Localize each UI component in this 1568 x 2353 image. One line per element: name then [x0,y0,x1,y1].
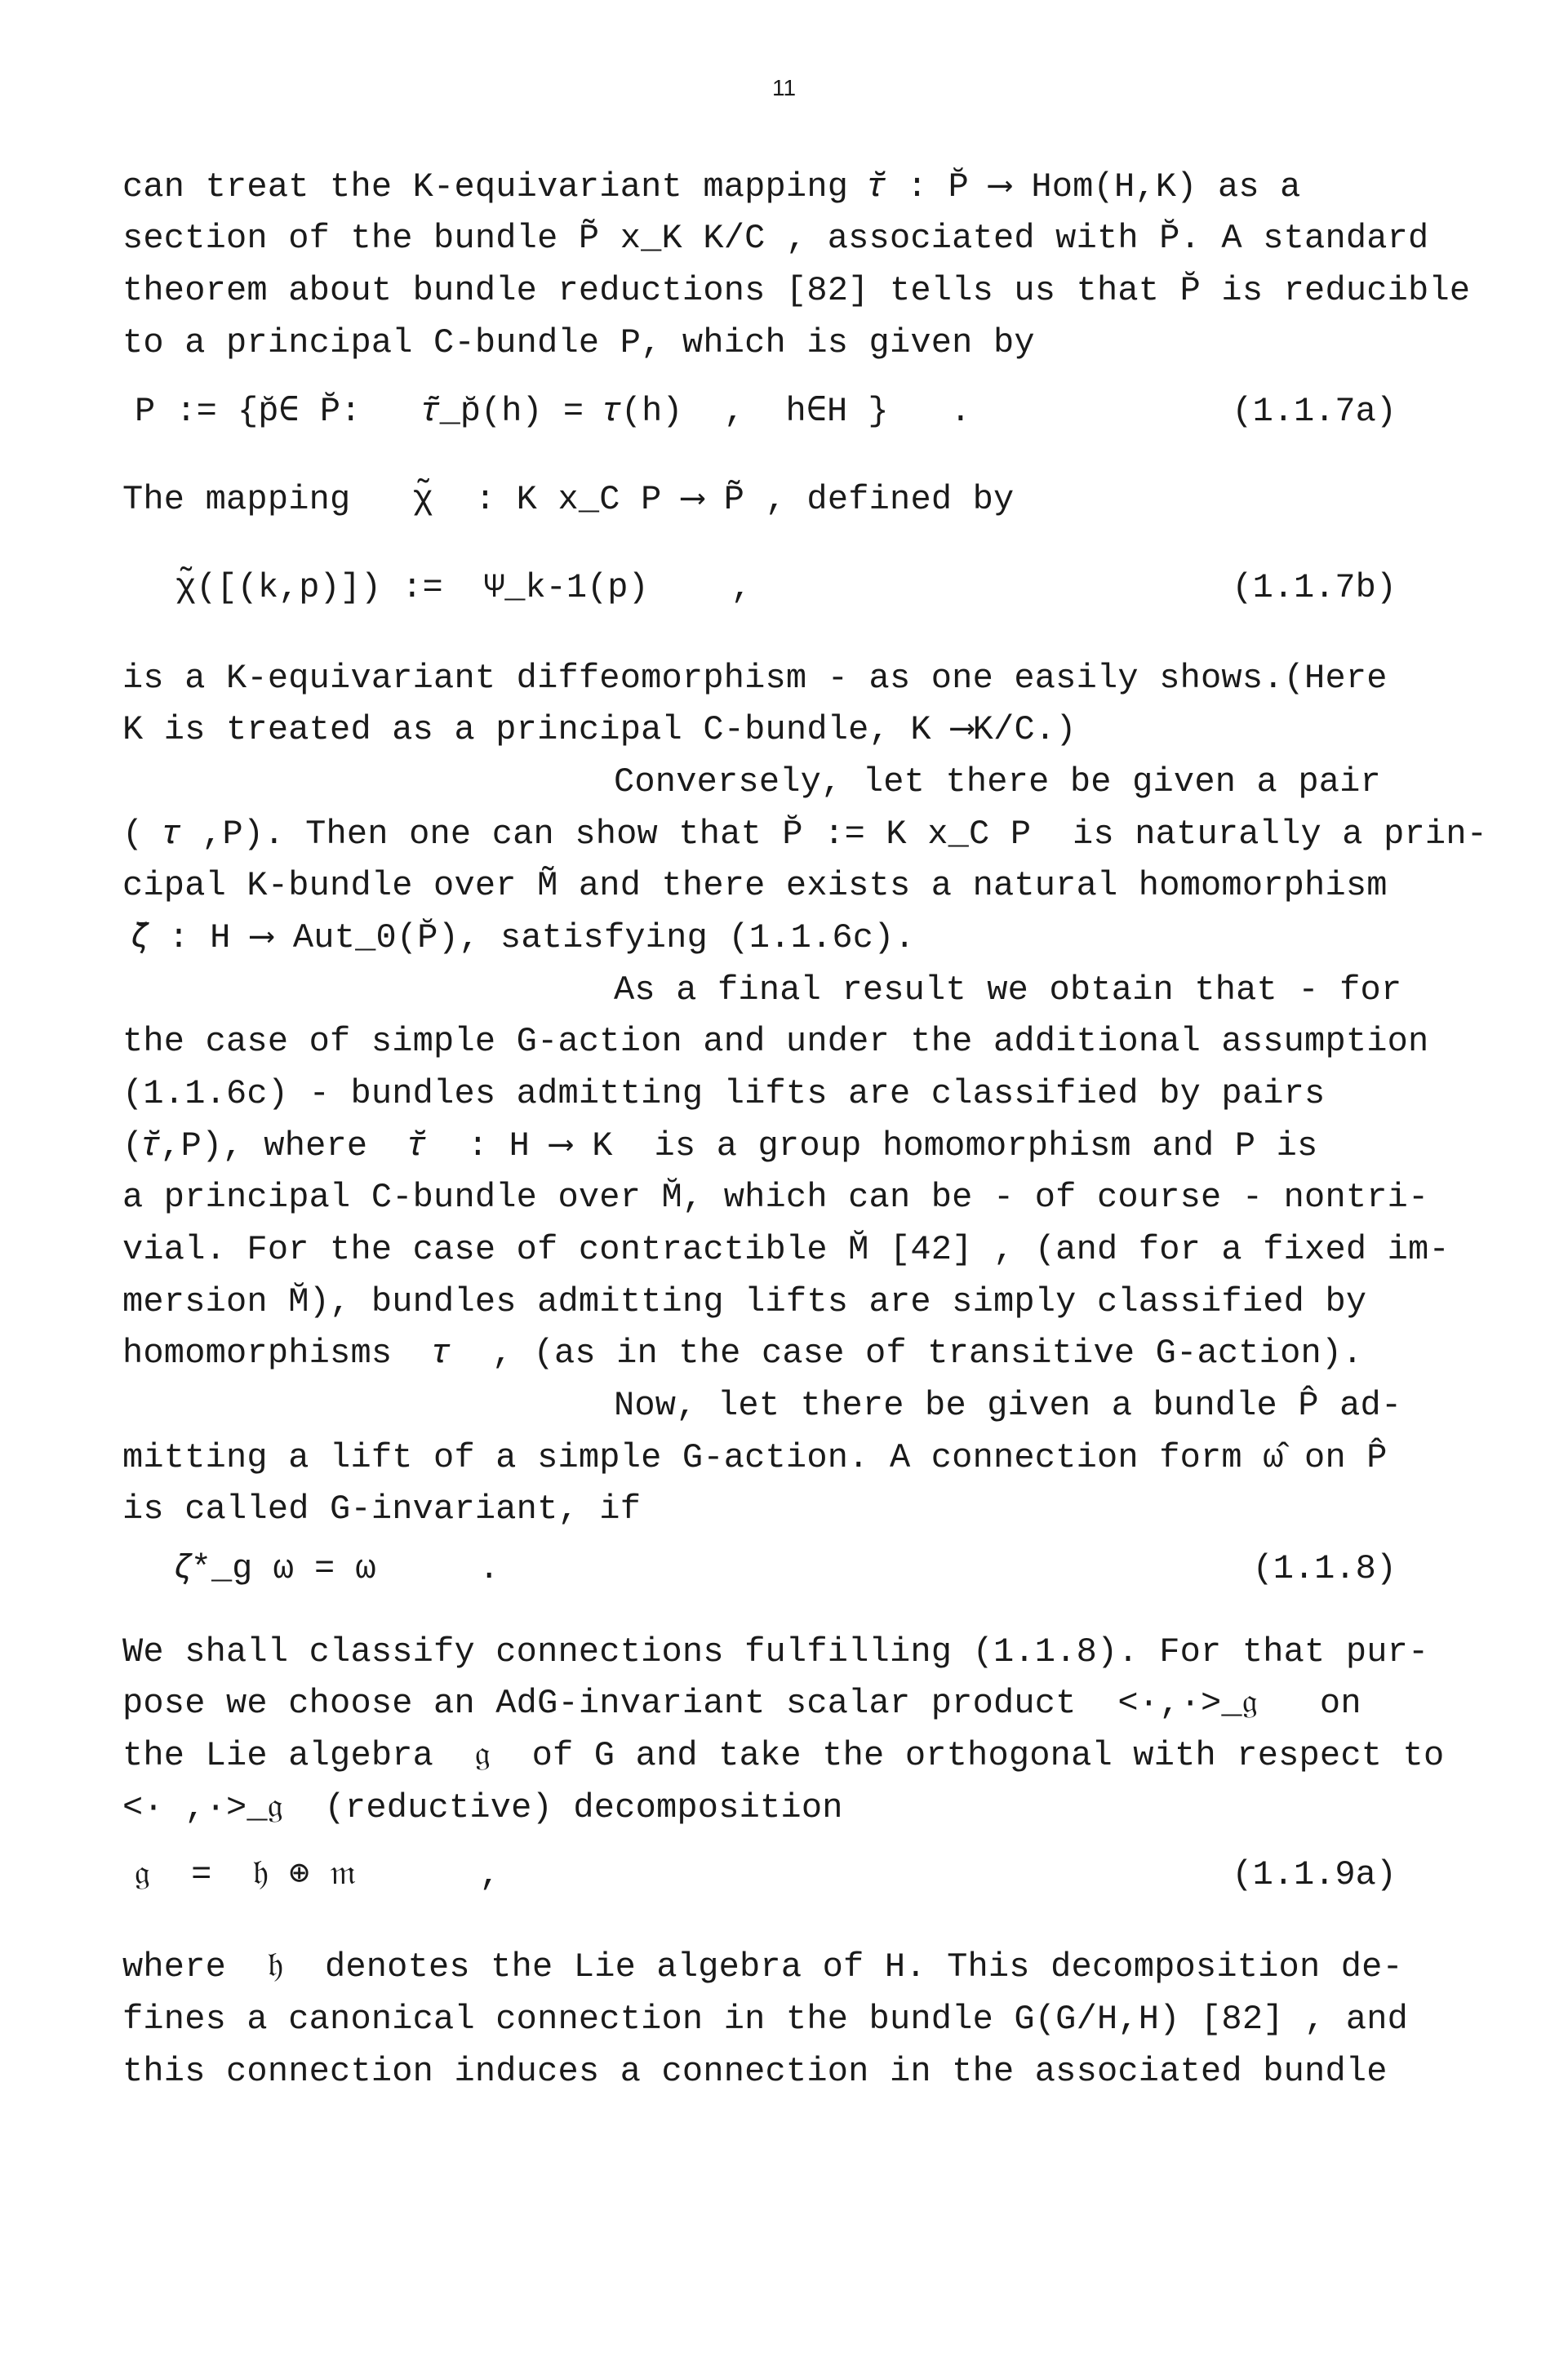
text-line: is called G-invariant, if [122,1489,642,1529]
equation-1-1-7a: P := {p̆∈ P̆: 𝜏̃_p̆(h) = 𝜏(h) , h∈H } . [135,392,971,431]
text-line: Now, let there be given a bundle P̂ ad- [614,1386,1402,1425]
text-line: fines a canonical connection in the bundle G(G/H,H) [82] , and [122,2000,1409,2039]
text-line: 𝜁̆ : H ⟶ Aut_0(P̆), satisfying (1.1.6c). [132,918,916,957]
text-line: The mapping χ̃ : K x_C P ⟶ P̃ , defined by [122,480,1015,519]
equation-tag-1-1-9a: (1.1.9a) [1232,1855,1397,1894]
text-line: section of the bundle P̃ x_K K/C , associated with P̆. A standard [122,219,1429,258]
equation-tag-1-1-8: (1.1.8) [1252,1549,1397,1588]
text-line: the Lie algebra 𝔤 of G and take the orthogonal with respect to [122,1736,1445,1775]
page-number: 11 [771,75,797,100]
text-line: is a K-equivariant diffeomorphism - as one easily shows.(Here [122,659,1388,698]
equation-tag-1-1-7b: (1.1.7b) [1232,568,1397,607]
text-line: K is treated as a principal C-bundle, K ⟶K/C.) [122,710,1077,749]
text-line: (𝜏̆,P), where 𝜏̆ : H ⟶ K is a group homomorphism and P is [122,1126,1318,1165]
text-line: a principal C-bundle over M̆, which can be - of course - nontri- [122,1178,1429,1217]
text-line: pose we choose an AdG-invariant scalar product <·,·>_𝔤 on [122,1684,1361,1723]
text-line: mitting a lift of a simple G-action. A connection form ω̂ on P̂ [122,1438,1388,1477]
text-line: (1.1.6c) - bundles admitting lifts are classified by pairs [122,1074,1326,1113]
text-line: ( 𝜏 ,P). Then one can show that P̆ := K x_C P is naturally a prin- [122,815,1488,854]
text-line: mersion M̆), bundles admitting lifts are simply classified by [122,1282,1367,1321]
text-line: theorem about bundle reductions [82] tells us that P̆ is reducible [122,271,1471,310]
text-line: vial. For the case of contractible M̆ [42] , (and for a fixed im- [122,1230,1450,1269]
text-line: can treat the K-equivariant mapping 𝜏̆ : P̆ ⟶ Hom(H,K) as a [122,167,1301,206]
equation-1-1-7b: χ̃([(k,p)]) := Ψ_k-1(p) , [175,568,752,607]
text-line: this connection induces a connection in the associated bundle [122,2052,1388,2091]
text-line: As a final result we obtain that - for [614,970,1402,1010]
text-line: homomorphisms 𝜏 , (as in the case of transitive G-action). [122,1334,1363,1373]
text-line: to a principal C-bundle P, which is given by [122,323,1035,362]
text-line: cipal K-bundle over M̃ and there exists a natural homomorphism [122,866,1388,905]
text-line: the case of simple G-action and under the additional assumption [122,1022,1429,1061]
equation-1-1-8: 𝜁*_g ω = ω . [175,1549,500,1588]
text-line: Conversely, let there be given a pair [614,762,1381,801]
equation-1-1-9a: 𝔤 = 𝔥 ⊕ 𝔪 , [135,1855,500,1894]
text-line: where 𝔥 denotes the Lie algebra of H. This decomposition de- [122,1947,1403,1987]
text-line: We shall classify connections fulfilling (1.1.8). For that pur- [122,1632,1429,1672]
text-line: <· ,·>_𝔤 (reductive) decomposition [122,1788,843,1827]
equation-tag-1-1-7a: (1.1.7a) [1232,392,1397,431]
